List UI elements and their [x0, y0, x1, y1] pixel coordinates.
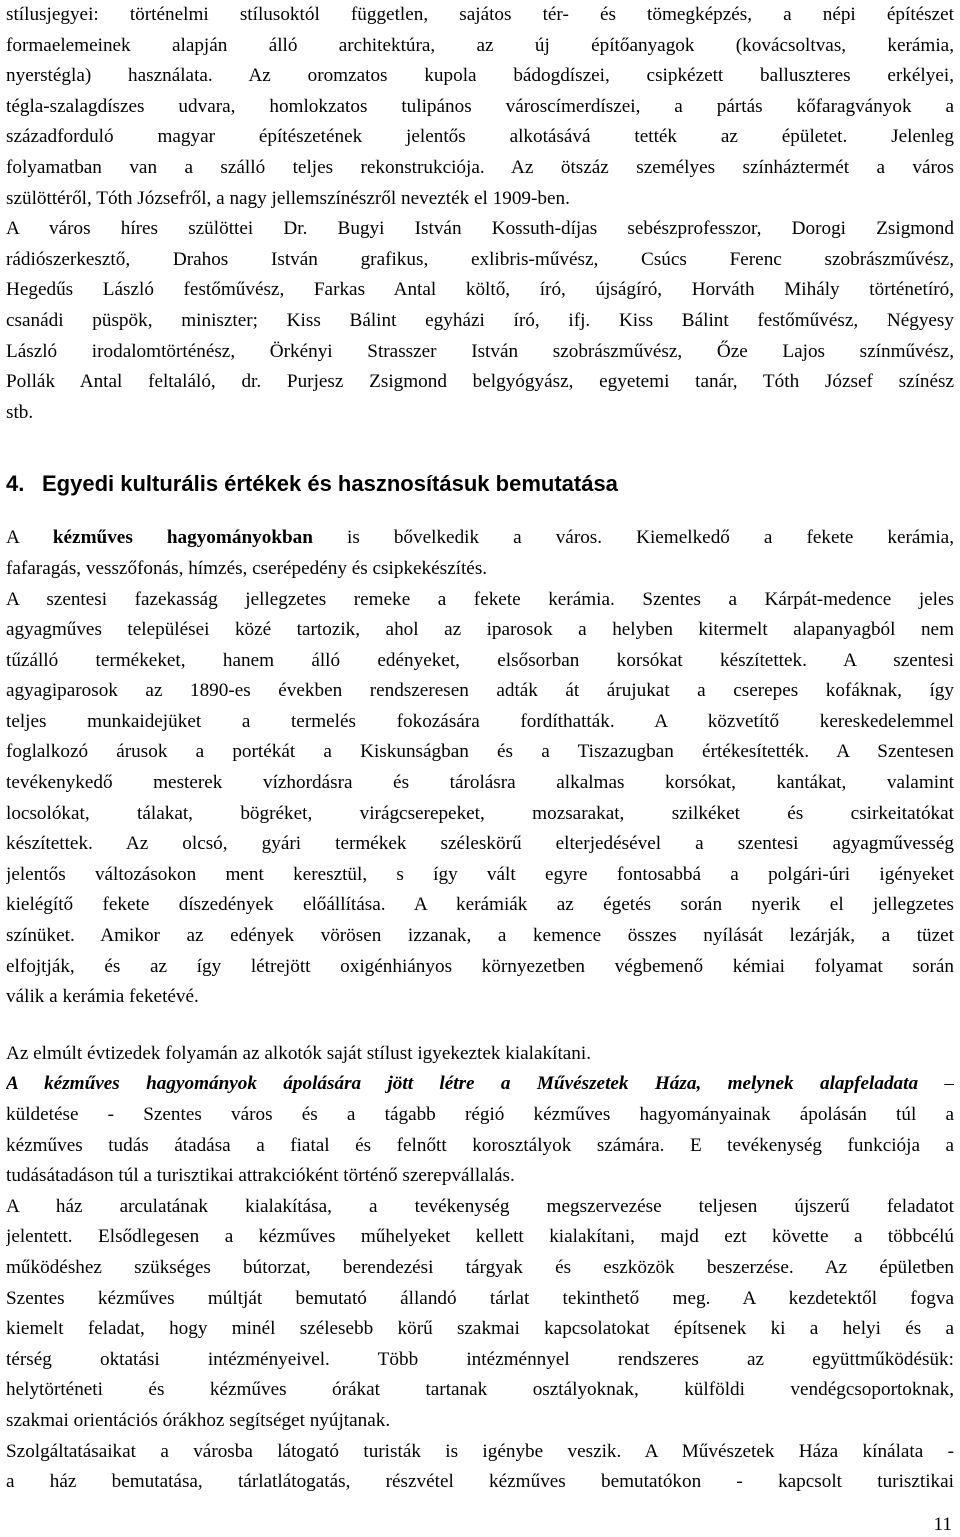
text-line: kielégítő fekete díszedények előállítása. A kerámiák az égetés során nyerik el jellegzetes: [6, 894, 954, 916]
text-line: László irodalomtörténész, Örkényi Strasszer István szobrászművész, Őze Lajos színművész,: [6, 340, 954, 362]
text-line: tudásátadáson túl a turisztikai attrakcióként történő szerepvállalás.: [6, 1165, 515, 1187]
paragraph-house-of-arts: [6, 1039, 954, 1498]
text-line: teljes munkaidejüket a termelés fokozására fordíthatták. A közvetítő kereskedelemmel: [6, 710, 954, 732]
text-line: Pollák Antal feltaláló, dr. Purjesz Zsigmond belgyógyász, egyetemi tanár, Tóth József színész: [6, 371, 954, 393]
text-line: helytörténeti és kézműves órákat tartanak osztályoknak, külföldi vendégcsoportoknak,: [6, 1379, 954, 1401]
section-number: 4.: [6, 471, 25, 497]
text-line: századforduló magyar építészetének jelentős alkotásává tették az épületet. Jelenleg: [6, 126, 954, 148]
text-line: Szolgáltatásaikat a városba látogató turisták is igénybe veszik. A Művészetek Háza kínálata -: [6, 1440, 954, 1462]
text-line: Szentes kézműves múltját bemutató állandó tárlat tekinthető meg. A kezdetektől fogva: [6, 1287, 954, 1309]
paragraph-crafts-ceramics: [6, 523, 954, 1013]
text-line: stílusjegyei: történelmi stílusoktól független, sajátos tér- és tömegképzés, a népi építészet: [6, 4, 954, 25]
page-number: 11: [933, 1514, 952, 1535]
text-line: kézműves tudás átadása a fiatal és felnőtt korosztályok számára. E tevékenység funkciója a: [6, 1134, 954, 1156]
text-line: A szentesi fazekasság jellegzetes remeke a fekete kerámia. Szentes a Kárpát-medence jeles: [6, 588, 954, 610]
text-line: folyamatban van a szálló teljes rekonstrukciója. Az ötszáz személyes színháztermét a város: [6, 156, 954, 178]
text-line: agyagműves települései közé tartozik, ahol az iparosok a helyben kitermelt alapanyagból nem: [6, 619, 954, 641]
text-line: válik a kerámia feketévé.: [6, 986, 199, 1008]
text-line: nyerstégla) használata. Az oromzatos kupola bádogdíszei, csipkézett balluszteres erkélyei,: [6, 65, 954, 87]
section-title: Egyedi kulturális értékek és hasznosításuk bemutatása: [42, 471, 618, 497]
text-line: A kézműves hagyományokban is bővelkedik a város. Kiemelkedő a fekete kerámia,: [6, 527, 954, 549]
text-line: szakmai orientációs órákhoz segítséget nyújtanak.: [6, 1409, 391, 1431]
text-line: Hegedűs László festőművész, Farkas Antal költő, író, újságíró, Horváth Mihály történetíró,: [6, 279, 954, 301]
text-line: Az elmúlt évtizedek folyamán az alkotók saját stílust igyekeztek kialakítani.: [6, 1042, 592, 1064]
text-line: kiemelt feladat, hogy minél szélesebb körű szakmai kapcsolatokat építsenek ki a helyi és a: [6, 1318, 954, 1340]
document-page: [6, 0, 954, 1498]
text-line: a ház bemutatása, tárlatlátogatás, részvétel kézműves bemutatókon - kapcsolt turisztikai: [6, 1471, 954, 1493]
text-line: működéshez szükséges bútorzat, berendezési tárgyak és eszközök beszerzése. Az épületben: [6, 1256, 954, 1278]
text-line: A ház arculatának kialakítása, a tevékenység megszervezése teljesen újszerű feladatot: [6, 1195, 954, 1217]
text-line: térség oktatási intézményeivel. Több intézménnyel rendszeres az együttműködésük:: [6, 1348, 954, 1370]
text-line: színüket. Amikor az edények vörösen izzanak, a kemence összes nyílását lezárják, a tüzet: [6, 925, 954, 947]
bold-italic-phrase: A kézműves hagyományok ápolására jött létre a Művészetek Háza, melynek alapfeladata: [6, 1073, 919, 1095]
text-line: foglalkozó árusok a portékát a Kiskunságban és a Tiszazugban értékesítették. A Szentesen: [6, 741, 954, 763]
text-line: locsolókat, tálakat, bögréket, virágcserepeket, mozsarakat, szilkéket és csirkeitatókat: [6, 802, 954, 824]
text-line: A város híres szülöttei Dr. Bugyi István Kossuth-díjas sebészprofesszor, Dorogi Zsigmond: [6, 218, 954, 240]
text-line: küldetése - Szentes város és a tágabb régió kézműves hagyományainak ápolásán túl a: [6, 1104, 954, 1125]
text-line: elfojtják, és az így létrejött oxigénhiányos környezetben végbemenő kémiai folyamat során: [6, 955, 954, 977]
text-line: csanádi püspök, miniszter; Kiss Bálint egyházi író, ifj. Kiss Bálint festőművész, Négyesy: [6, 309, 954, 331]
text-line: szülöttéről, Tóth Józsefről, a nagy jellemszínészről nevezték el 1909-ben.: [6, 187, 570, 209]
text-line: fafaragás, vesszőfonás, hímzés, cserépedény és csipkekészítés.: [6, 557, 488, 579]
section-heading: [6, 469, 954, 499]
text-line: agyagiparosok az 1890-es években rendszeresen adták át árujukat a cserepes kofáknak, így: [6, 680, 954, 702]
text-line: stb.: [6, 401, 34, 423]
text-line: rádiószerkesztő, Drahos István grafikus, exlibris-művész, Csúcs Ferenc szobrászművész,: [6, 248, 954, 270]
text-line: jelentett. Elsődlegesen a kézműves műhelyeket kellett kialakítani, majd ezt követte a többcélú: [6, 1226, 954, 1248]
bold-phrase: kézműves hagyományokban: [52, 527, 313, 549]
text-line: készítettek. Az olcsó, gyári termékek széleskörű elterjedésével a szentesi agyagművesség: [6, 833, 954, 855]
text-line: jelentős változásokon ment keresztül, s így vált egyre fontosabbá a polgári-úri igényeket: [6, 863, 954, 885]
text-line: formaelemeinek alapján álló architektúra, az új építőanyagok (kovácsoltvas, kerámia,: [6, 34, 954, 56]
text-line: A kézműves hagyományok ápolására jött létre a Művészetek Háza, melynek alapfeladata –: [6, 1073, 954, 1095]
text-line: tégla-szalagdíszes udvara, homlokzatos tulipános városcímerdíszei, a pártás kőfaragványok a: [6, 95, 954, 117]
paragraph-hotel-and-notables: [6, 0, 954, 428]
text-line: tevékenykedő mesterek vízhordásra és tárolásra alkalmas korsókat, kantákat, valamint: [6, 772, 954, 794]
text-line: tűzálló termékeket, hanem álló edényeket, elsősorban korsókat készítettek. A szentesi: [6, 649, 954, 671]
